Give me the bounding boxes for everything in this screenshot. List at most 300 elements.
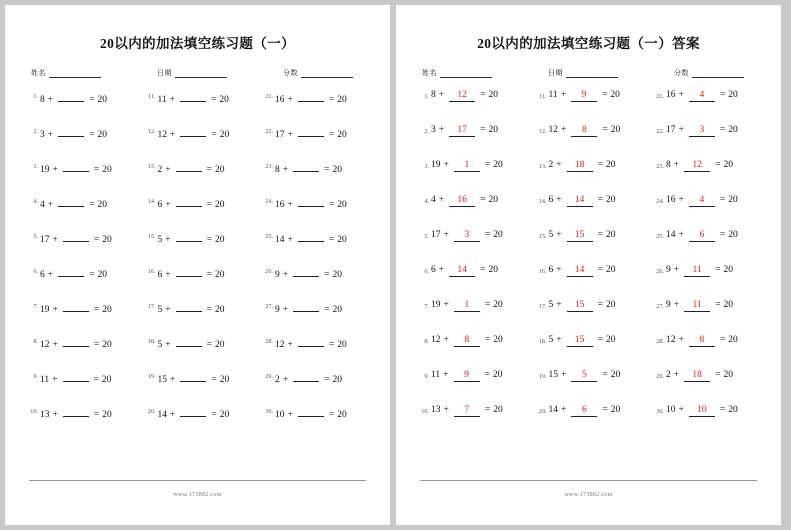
plus-operator: + bbox=[287, 410, 293, 420]
problem-item bbox=[143, 300, 255, 335]
answer-blank[interactable] bbox=[176, 230, 202, 242]
problem-item bbox=[416, 300, 528, 335]
sum-value: 20 bbox=[728, 230, 738, 240]
problem-item bbox=[25, 265, 137, 300]
equals-sign: = bbox=[597, 160, 603, 170]
problem-index: 27. bbox=[265, 303, 273, 310]
problem-item bbox=[143, 370, 255, 405]
problem-index: 6. bbox=[424, 268, 429, 275]
equals-sign: = bbox=[602, 370, 608, 380]
operand-first: 5 bbox=[548, 335, 554, 345]
problem-index: 21. bbox=[656, 93, 664, 100]
equals-sign: = bbox=[328, 95, 335, 105]
sum-value: 20 bbox=[728, 405, 738, 415]
score-field[interactable] bbox=[283, 68, 353, 78]
equals-sign: = bbox=[211, 410, 217, 420]
student-info-row-answers bbox=[422, 68, 759, 78]
sum-value: 20 bbox=[102, 235, 112, 245]
equals-sign: = bbox=[484, 370, 490, 380]
problem-item bbox=[651, 265, 763, 300]
sum-value: 20 bbox=[605, 335, 616, 345]
problem-item bbox=[260, 195, 372, 230]
date-label: 日期 bbox=[157, 69, 172, 77]
sum-value: 20 bbox=[214, 305, 225, 315]
equals-sign: = bbox=[93, 410, 100, 420]
plus-operator: + bbox=[673, 160, 680, 170]
sum-value: 20 bbox=[332, 270, 342, 280]
equals-sign: = bbox=[89, 130, 95, 140]
problem-index: 14. bbox=[538, 198, 547, 205]
problem-item bbox=[651, 370, 763, 405]
problem-expression bbox=[666, 230, 738, 242]
plus-operator: + bbox=[560, 90, 567, 100]
problem-index: 23. bbox=[265, 163, 273, 170]
answer-blank[interactable] bbox=[293, 265, 319, 277]
plus-operator: + bbox=[52, 305, 58, 315]
equals-sign: = bbox=[206, 235, 212, 245]
operand-first: 3 bbox=[40, 130, 45, 140]
answer-value: 5 bbox=[571, 370, 597, 382]
problem-index: 12. bbox=[147, 128, 156, 135]
plus-operator: + bbox=[287, 130, 293, 140]
problem-item bbox=[143, 265, 255, 300]
equals-sign: = bbox=[715, 370, 721, 380]
sum-value: 20 bbox=[337, 410, 347, 420]
equals-sign: = bbox=[206, 340, 212, 350]
problem-item bbox=[25, 335, 137, 370]
equals-sign: = bbox=[480, 125, 486, 135]
sum-value: 20 bbox=[101, 375, 112, 385]
problem-item bbox=[25, 160, 137, 195]
operand-first: 11 bbox=[548, 90, 558, 100]
answer-blank[interactable] bbox=[180, 125, 206, 137]
sum-value: 20 bbox=[214, 200, 225, 210]
problem-index: 17. bbox=[538, 303, 547, 310]
problem-expression bbox=[666, 90, 738, 102]
operand-first: 8 bbox=[666, 160, 671, 170]
problem-expression bbox=[275, 300, 342, 315]
problem-expression bbox=[275, 125, 347, 140]
answer-blank[interactable] bbox=[63, 300, 89, 312]
answer-blank[interactable] bbox=[176, 265, 202, 277]
sum-value: 20 bbox=[723, 160, 733, 170]
answer-value: 3 bbox=[454, 230, 480, 242]
plus-operator: + bbox=[47, 95, 54, 105]
score-field[interactable] bbox=[674, 68, 744, 78]
problem-index: 5. bbox=[33, 233, 38, 240]
problem-expression bbox=[40, 160, 112, 175]
problem-expression bbox=[549, 370, 621, 382]
plus-operator: + bbox=[678, 125, 684, 135]
problem-expression bbox=[431, 125, 498, 137]
equals-sign: = bbox=[602, 90, 608, 100]
score-label: 分数 bbox=[674, 69, 689, 77]
problem-item bbox=[534, 195, 646, 230]
answer-value: 18 bbox=[567, 160, 593, 172]
equals-sign: = bbox=[89, 200, 95, 210]
problem-expression bbox=[549, 125, 621, 137]
answer-blank[interactable] bbox=[63, 405, 89, 417]
operand-first: 15 bbox=[548, 370, 558, 380]
operand-first: 5 bbox=[157, 305, 163, 315]
problem-expression bbox=[666, 370, 733, 382]
problem-expression bbox=[275, 160, 342, 175]
answer-blank[interactable] bbox=[176, 160, 202, 172]
operand-first: 6 bbox=[548, 195, 554, 205]
problem-item bbox=[143, 90, 255, 125]
problem-expression bbox=[431, 300, 503, 312]
sum-value: 20 bbox=[332, 165, 342, 175]
date-field[interactable] bbox=[157, 68, 227, 78]
sum-value: 20 bbox=[493, 335, 503, 345]
problem-expression bbox=[666, 265, 733, 277]
worksheet-page-questions bbox=[5, 5, 390, 525]
problem-expression bbox=[275, 195, 347, 210]
problem-item bbox=[260, 230, 372, 265]
answer-blank[interactable] bbox=[298, 405, 324, 417]
answer-blank[interactable] bbox=[180, 90, 206, 102]
sum-value: 20 bbox=[102, 165, 112, 175]
problem-column bbox=[143, 90, 255, 440]
answer-blank[interactable] bbox=[298, 335, 324, 347]
problem-item bbox=[25, 230, 137, 265]
sum-value: 20 bbox=[219, 95, 229, 105]
operand-first: 9 bbox=[666, 300, 671, 310]
problem-expression bbox=[158, 370, 230, 385]
problem-index: 22. bbox=[656, 128, 664, 135]
problem-expression bbox=[40, 300, 112, 315]
problem-item bbox=[143, 230, 255, 265]
plus-operator: + bbox=[561, 125, 567, 135]
problem-expression bbox=[158, 265, 225, 280]
problem-column bbox=[25, 90, 137, 440]
answer-blank[interactable] bbox=[298, 125, 324, 137]
equals-sign: = bbox=[602, 405, 608, 415]
problem-item bbox=[416, 230, 528, 265]
operand-first: 10 bbox=[666, 405, 676, 415]
problem-expression bbox=[431, 265, 498, 277]
equals-sign: = bbox=[597, 195, 603, 205]
problem-expression bbox=[158, 300, 225, 315]
problem-item bbox=[143, 160, 255, 195]
problem-index: 10. bbox=[421, 408, 429, 415]
answer-value: 14 bbox=[567, 195, 593, 207]
plus-operator: + bbox=[678, 230, 684, 240]
equals-sign: = bbox=[211, 375, 217, 385]
problem-index: 13. bbox=[538, 163, 547, 170]
answer-blank[interactable] bbox=[293, 300, 319, 312]
operand-first: 12 bbox=[157, 130, 167, 140]
student-info-row bbox=[31, 68, 368, 78]
equals-sign: = bbox=[93, 375, 99, 385]
problem-item bbox=[534, 265, 646, 300]
problem-column bbox=[260, 90, 372, 440]
problem-index: 13. bbox=[147, 163, 156, 170]
problem-expression bbox=[40, 265, 107, 280]
problem-item bbox=[651, 125, 763, 160]
equals-sign: = bbox=[484, 335, 491, 345]
page-title: 20以内的加法填空练习题（一） bbox=[100, 36, 295, 51]
problem-expression bbox=[275, 405, 347, 420]
problem-item bbox=[416, 125, 528, 160]
equals-sign: = bbox=[719, 230, 726, 240]
plus-operator: + bbox=[282, 375, 289, 385]
problem-expression bbox=[275, 230, 347, 245]
problem-index: 16. bbox=[538, 268, 547, 275]
plus-operator: + bbox=[678, 195, 684, 205]
problem-expression bbox=[158, 405, 230, 420]
plus-operator: + bbox=[165, 270, 171, 280]
plus-operator: + bbox=[170, 130, 176, 140]
plus-operator: + bbox=[556, 195, 562, 205]
problem-index: 25. bbox=[265, 233, 273, 240]
name-label: 姓名 bbox=[31, 69, 46, 77]
problem-item bbox=[25, 370, 137, 405]
equals-sign: = bbox=[211, 95, 217, 105]
answer-value: 15 bbox=[567, 230, 593, 242]
answer-blank[interactable] bbox=[293, 160, 319, 172]
problem-index: 6. bbox=[33, 268, 38, 275]
answer-blank[interactable] bbox=[58, 125, 84, 137]
operand-first: 12 bbox=[666, 335, 676, 345]
operand-first: 9 bbox=[275, 270, 280, 280]
operand-first: 3 bbox=[431, 125, 436, 135]
answer-blank[interactable] bbox=[293, 370, 319, 382]
answer-value: 15 bbox=[567, 300, 593, 312]
answer-value: 9 bbox=[454, 370, 480, 382]
operand-first: 5 bbox=[157, 340, 163, 350]
problem-index: 7. bbox=[33, 303, 38, 310]
equals-sign: = bbox=[328, 200, 335, 210]
equals-sign: = bbox=[89, 270, 95, 280]
date-blank-line[interactable] bbox=[175, 69, 227, 78]
problem-expression bbox=[549, 300, 616, 312]
equals-sign: = bbox=[324, 270, 330, 280]
operand-first: 5 bbox=[157, 235, 163, 245]
problem-index: 26. bbox=[656, 268, 664, 275]
equals-sign: = bbox=[484, 230, 491, 240]
operand-first: 17 bbox=[666, 125, 676, 135]
plus-operator: + bbox=[52, 340, 58, 350]
problem-expression bbox=[40, 370, 111, 385]
plus-operator: + bbox=[47, 200, 54, 210]
operand-first: 4 bbox=[40, 200, 45, 210]
answer-value: 8 bbox=[454, 335, 480, 347]
plus-operator: + bbox=[165, 165, 171, 175]
answer-blank[interactable] bbox=[180, 405, 206, 417]
sum-value: 20 bbox=[219, 375, 230, 385]
plus-operator: + bbox=[443, 300, 449, 310]
plus-operator: + bbox=[438, 90, 445, 100]
problem-item bbox=[534, 335, 646, 370]
sum-value: 20 bbox=[728, 125, 738, 135]
operand-first: 2 bbox=[275, 375, 280, 385]
equals-sign: = bbox=[206, 165, 212, 175]
plus-operator: + bbox=[287, 340, 293, 350]
operand-first: 6 bbox=[431, 265, 436, 275]
answer-blank[interactable] bbox=[176, 300, 202, 312]
operand-first: 16 bbox=[666, 90, 676, 100]
operand-first: 11 bbox=[40, 375, 50, 385]
sum-value: 20 bbox=[723, 300, 733, 310]
operand-first: 11 bbox=[431, 370, 441, 380]
problem-expression bbox=[431, 370, 502, 382]
operand-first: 19 bbox=[431, 300, 441, 310]
problem-expression bbox=[275, 265, 342, 280]
problem-item bbox=[260, 160, 372, 195]
problem-item bbox=[416, 370, 528, 405]
problem-item bbox=[143, 195, 255, 230]
problem-index: 11. bbox=[538, 93, 547, 100]
answer-value: 4 bbox=[689, 90, 715, 102]
plus-operator: + bbox=[556, 300, 562, 310]
score-blank-line[interactable] bbox=[692, 69, 744, 78]
problem-column bbox=[416, 90, 528, 440]
plus-operator: + bbox=[673, 370, 680, 380]
operand-first: 17 bbox=[431, 230, 441, 240]
problem-index: 20. bbox=[147, 408, 156, 415]
answer-blank[interactable] bbox=[58, 90, 84, 102]
equals-sign: = bbox=[597, 230, 603, 240]
problem-item bbox=[25, 125, 137, 160]
equals-sign: = bbox=[484, 160, 491, 170]
sum-value: 20 bbox=[728, 90, 738, 100]
operand-first: 4 bbox=[431, 195, 436, 205]
sum-value: 20 bbox=[337, 130, 347, 140]
date-field[interactable] bbox=[548, 68, 618, 78]
sum-value: 20 bbox=[605, 230, 616, 240]
answer-value: 1 bbox=[454, 160, 480, 172]
problem-index: 18. bbox=[538, 338, 547, 345]
problem-item bbox=[651, 230, 763, 265]
equals-sign: = bbox=[484, 405, 491, 415]
sum-value: 20 bbox=[102, 305, 112, 315]
answer-blank[interactable] bbox=[63, 370, 89, 382]
sum-value: 20 bbox=[493, 300, 503, 310]
problem-expression bbox=[158, 125, 230, 140]
answer-blank[interactable] bbox=[63, 160, 89, 172]
name-blank-line[interactable] bbox=[49, 69, 101, 78]
problem-expression bbox=[666, 125, 738, 137]
problem-index: 7. bbox=[424, 303, 429, 310]
plus-operator: + bbox=[678, 335, 684, 345]
problem-expression bbox=[666, 405, 738, 417]
score-blank-line[interactable] bbox=[301, 69, 353, 78]
sum-value: 20 bbox=[219, 410, 230, 420]
plus-operator: + bbox=[52, 375, 58, 385]
problem-expression bbox=[431, 90, 498, 102]
plus-operator: + bbox=[47, 270, 54, 280]
sum-value: 20 bbox=[610, 125, 621, 135]
equals-sign: = bbox=[324, 375, 330, 385]
problem-index: 4. bbox=[33, 198, 38, 205]
equals-sign: = bbox=[597, 300, 603, 310]
sum-value: 20 bbox=[97, 270, 107, 280]
problem-index: 28. bbox=[265, 338, 273, 345]
plus-operator: + bbox=[287, 95, 293, 105]
problem-index: 9. bbox=[33, 373, 38, 380]
problem-item bbox=[25, 300, 137, 335]
operand-first: 13 bbox=[431, 405, 441, 415]
plus-operator: + bbox=[282, 165, 289, 175]
plus-operator: + bbox=[165, 235, 171, 245]
equals-sign: = bbox=[602, 125, 608, 135]
problem-expression bbox=[549, 230, 616, 242]
problem-expression bbox=[549, 90, 620, 102]
answer-blank[interactable] bbox=[58, 195, 84, 207]
name-blank-line[interactable] bbox=[440, 69, 492, 78]
problem-expression bbox=[666, 160, 733, 172]
equals-sign: = bbox=[719, 335, 726, 345]
operand-first: 2 bbox=[666, 370, 671, 380]
name-field[interactable] bbox=[31, 68, 101, 78]
equals-sign: = bbox=[480, 195, 486, 205]
problem-expression bbox=[275, 370, 342, 385]
answer-blank[interactable] bbox=[298, 90, 324, 102]
answer-value: 4 bbox=[689, 195, 715, 207]
problem-index: 12. bbox=[538, 128, 547, 135]
answer-blank[interactable] bbox=[176, 335, 202, 347]
equals-sign: = bbox=[206, 305, 212, 315]
plus-operator: + bbox=[673, 265, 680, 275]
date-label: 日期 bbox=[548, 69, 563, 77]
problem-item bbox=[534, 125, 646, 160]
problem-index: 26. bbox=[265, 268, 273, 275]
answer-blank[interactable] bbox=[298, 195, 324, 207]
answer-blank[interactable] bbox=[58, 265, 84, 277]
problem-expression bbox=[40, 335, 112, 350]
equals-sign: = bbox=[480, 90, 486, 100]
sum-value: 20 bbox=[728, 335, 738, 345]
answer-value: 12 bbox=[684, 160, 710, 172]
answer-blank[interactable] bbox=[180, 370, 206, 382]
problem-index: 24. bbox=[656, 198, 664, 205]
operand-first: 6 bbox=[40, 270, 45, 280]
answer-blank[interactable] bbox=[63, 335, 89, 347]
name-field[interactable] bbox=[422, 68, 492, 78]
footer-url: www.173882.com bbox=[173, 492, 222, 498]
equals-sign: = bbox=[93, 235, 100, 245]
sum-value: 20 bbox=[332, 375, 342, 385]
equals-sign: = bbox=[328, 235, 335, 245]
sum-value: 20 bbox=[605, 160, 616, 170]
operand-first: 10 bbox=[275, 410, 285, 420]
problem-column bbox=[534, 90, 646, 440]
problem-item bbox=[651, 405, 763, 440]
problem-index: 27. bbox=[656, 303, 664, 310]
problem-index: 1. bbox=[33, 93, 38, 100]
problem-expression bbox=[431, 405, 503, 417]
problem-index: 29. bbox=[656, 373, 664, 380]
problem-index: 29. bbox=[265, 373, 273, 380]
problem-expression bbox=[549, 195, 616, 207]
operand-first: 6 bbox=[157, 200, 163, 210]
equals-sign: = bbox=[206, 270, 212, 280]
operand-first: 8 bbox=[275, 165, 280, 175]
answer-value: 14 bbox=[567, 265, 593, 277]
problem-expression bbox=[158, 335, 225, 350]
answer-blank[interactable] bbox=[298, 230, 324, 242]
problem-expression bbox=[431, 160, 503, 172]
sum-value: 20 bbox=[488, 195, 498, 205]
plus-operator: + bbox=[47, 130, 54, 140]
plus-operator: + bbox=[287, 200, 293, 210]
date-blank-line[interactable] bbox=[566, 69, 618, 78]
answer-blank[interactable] bbox=[63, 230, 89, 242]
sum-value: 20 bbox=[723, 370, 733, 380]
operand-first: 5 bbox=[548, 300, 554, 310]
answer-blank[interactable] bbox=[176, 195, 202, 207]
